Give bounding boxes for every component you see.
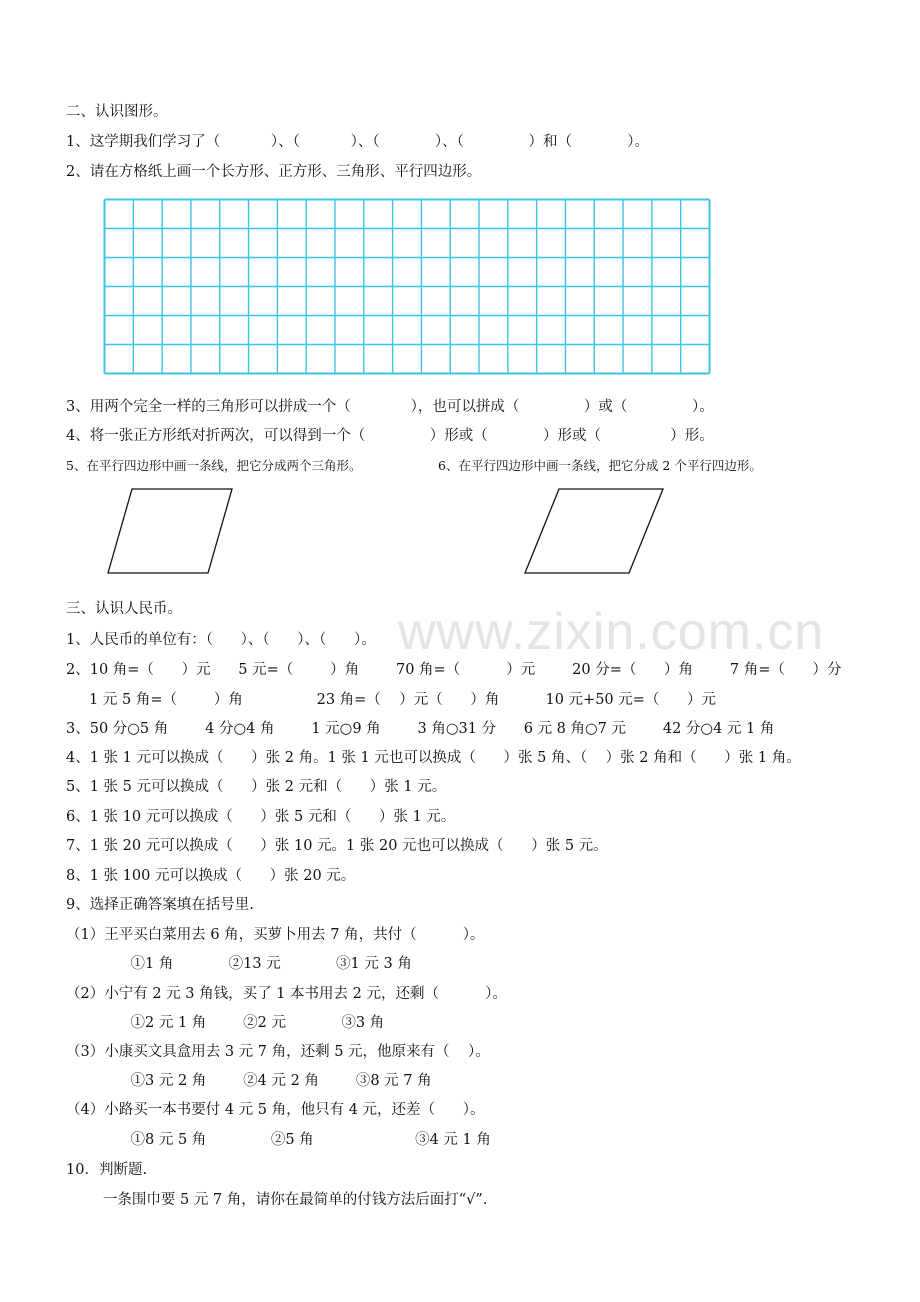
money-line: 7、1 张 20 元可以换成（ ）张 10 元。1 张 20 元也可以换成（ ）张 5 元。 (66, 838, 608, 854)
money-line: ①8 元 5 角 ②5 角 ③4 元 1 角 (66, 1132, 491, 1148)
money-line: （3）小康买文具盒用去 3 元 7 角，还剩 5 元，他原来有（ ）。 (66, 1044, 490, 1060)
money-line: 2、10 角=（ ）元 5 元=（ ）角 70 角=（ ）元 20 分=（ ）角 7 角=（ ）分 (66, 662, 842, 678)
watermark: www.zixin.com.cn (398, 603, 825, 661)
money-line: 9、选择正确答案填在括号里. (66, 897, 254, 913)
question-5: 5、在平行四边形中画一条线，把它分成两个三角形。 (66, 458, 362, 473)
question-3: 3、用两个完全一样的三角形可以拼成一个（ ），也可以拼成（ ）或（ ）。 (66, 399, 714, 415)
question-4: 4、将一张正方形纸对折两次，可以得到一个（ ）形或（ ）形或（ ）形。 (66, 428, 714, 444)
money-line: 10．判断题. (66, 1162, 148, 1178)
money-line: ①2 元 1 角 ②2 元 ③3 角 (66, 1015, 385, 1031)
money-line: 5、1 张 5 元可以换成（ ）张 2 元和（ ）张 1 元。 (66, 779, 447, 795)
parallelogram-right (525, 489, 663, 573)
money-line: （2）小宁有 2 元 3 角钱，买了 1 本书用去 2 元，还剩（ ）。 (66, 986, 507, 1002)
question-6: 6、在平行四边形中画一条线，把它分成 2 个平行四边形。 (438, 458, 762, 473)
section-title-money: 三、认识人民币。 (66, 601, 182, 617)
parallelograms (0, 0, 920, 600)
money-line: 1 元 5 角=（ ）角 23 角=（ ）元（ ）角 10 元+50 元=（ ）元 (66, 692, 717, 708)
money-line: 4、1 张 1 元可以换成（ ）张 2 角。1 张 1 元也可以换成（ ）张 5 角、（ ）张 2 角和（ ）张 1 角。 (66, 750, 801, 766)
money-line: （1）王平买白菜用去 6 角，买萝卜用去 7 角，共付（ ）。 (66, 927, 485, 943)
question-2: 2、请在方格纸上画一个长方形、正方形、三角形、平行四边形。 (66, 164, 482, 180)
money-line: 3、50 分○5 角 4 分○4 角 1 元○9 角 3 角○31 分 6 元 8 角○7 元 42 分○4 元 1 角 (66, 721, 775, 737)
money-line: 8、1 张 100 元可以换成（ ）张 20 元。 (66, 868, 356, 884)
parallelogram-left (108, 489, 232, 573)
money-line: 1、人民币的单位有：（ ）、（ ）、（ ）。 (66, 632, 376, 648)
money-line: 一条围巾要 5 元 7 角，请你在最简单的付钱方法后面打“√”. (66, 1192, 488, 1208)
money-line: ①1 角 ②13 元 ③1 元 3 角 (66, 956, 412, 972)
money-line: 6、1 张 10 元可以换成（ ）张 5 元和（ ）张 1 元。 (66, 809, 456, 825)
section-title-shapes: 二、认识图形。 (66, 104, 168, 120)
money-line: ①3 元 2 角 ②4 元 2 角 ③8 元 7 角 (66, 1073, 432, 1089)
money-line: （4）小路买一本书要付 4 元 5 角，他只有 4 元，还差（ ）。 (66, 1102, 485, 1118)
question-1: 1、这学期我们学习了（ ）、（ ）、（ ）、（ ）和（ ）。 (66, 134, 650, 150)
